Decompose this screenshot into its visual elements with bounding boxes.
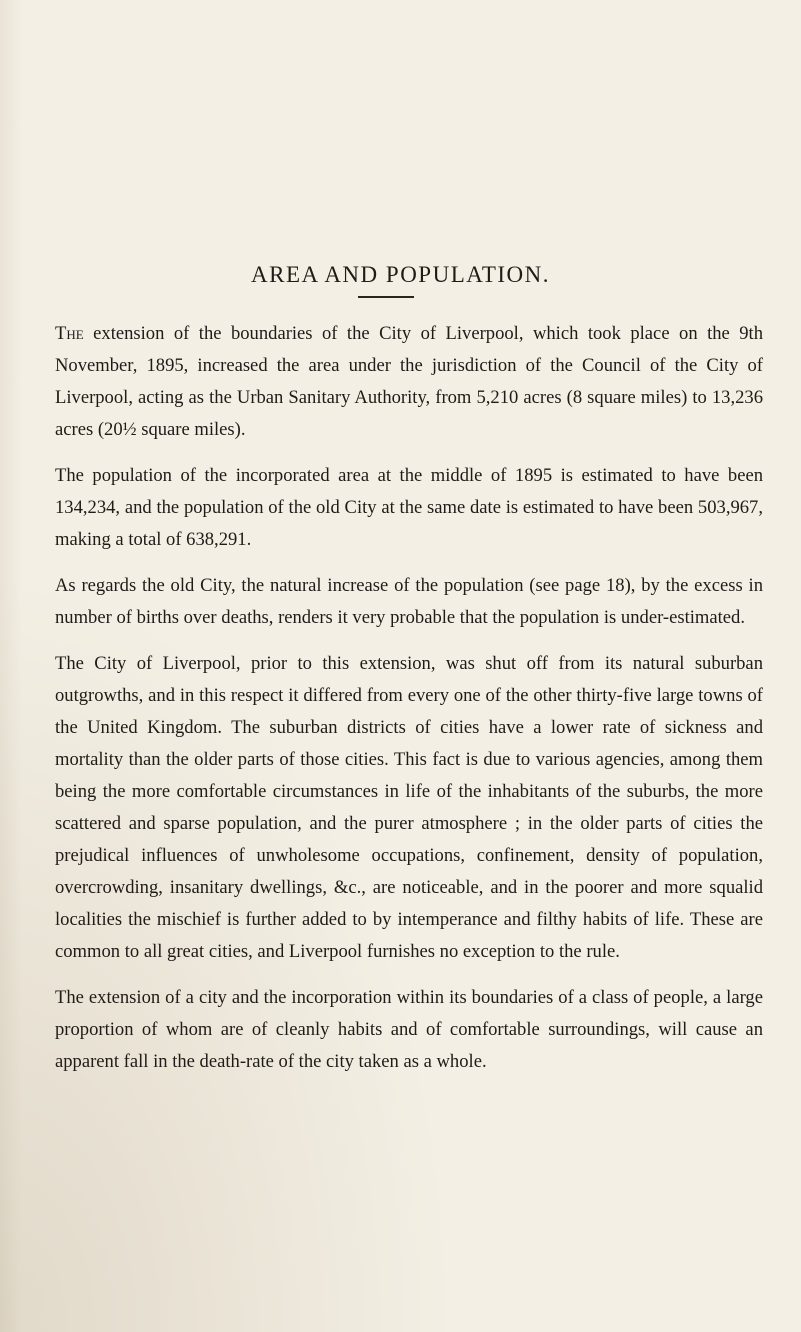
page-title: AREA AND POPULATION.: [251, 262, 550, 287]
paragraph-population-estimate: The population of the incorporated area at the middle of 1895 is estimated to have been 134,234, and the population of the old City at the same date is estimated to have been 503,967, making a total of 638,291.: [55, 465, 763, 550]
paragraph-suburban-comparison: The City of Liverpool, prior to this extension, was shut off from its natural suburban outgrowths, and in this respect it differed from every one of the other thirty-five large towns of the United Kingdom. The suburban districts of cities have a lower rate of sickness and mortality than the older parts of those cities. This fact is due to various agencies, among them being the more comfortable circumstances in life of the inhabitants of the suburbs, the more scattered and sparse population, and the purer atmosphere ; in the older parts of cities the prejudical influences of unwholesome occupations, confinement, density of population, overcrowding, insanitary dwellings, &c., are noticeable, and in the poorer and more squalid localities the mischief is further added to by intemperance and filthy habits of life. These are common to all great cities, and Liverpool furnishes no exception to the rule.: [55, 653, 763, 962]
paragraph-natural-increase: As regards the old City, the natural increase of the population (see page 18), by the excess in number of births over deaths, renders it very probable that the population is under-estimated.: [55, 575, 763, 628]
paragraph-text: extension of the boundaries of the City of Liverpool, which took place on the 9th November, 1895, increased the area under the jurisdiction of the Council of the City of Liverpool, acting as the Urban Sanitary Authority, from 5,210 acres (8 square miles) to 13,236 acres (20½ square miles).: [55, 323, 763, 440]
document-body: [55, 318, 763, 1092]
title-divider: [358, 296, 414, 298]
paragraph-boundary-extension: [55, 318, 763, 446]
paragraph-death-rate: The extension of a city and the incorporation within its boundaries of a class of people, a large proportion of whom are of cleanly habits and of comfortable surroundings, will cause an apparent fall in the death-rate of the city taken as a whole.: [55, 987, 763, 1072]
paragraph-lead-word: The: [55, 323, 84, 344]
